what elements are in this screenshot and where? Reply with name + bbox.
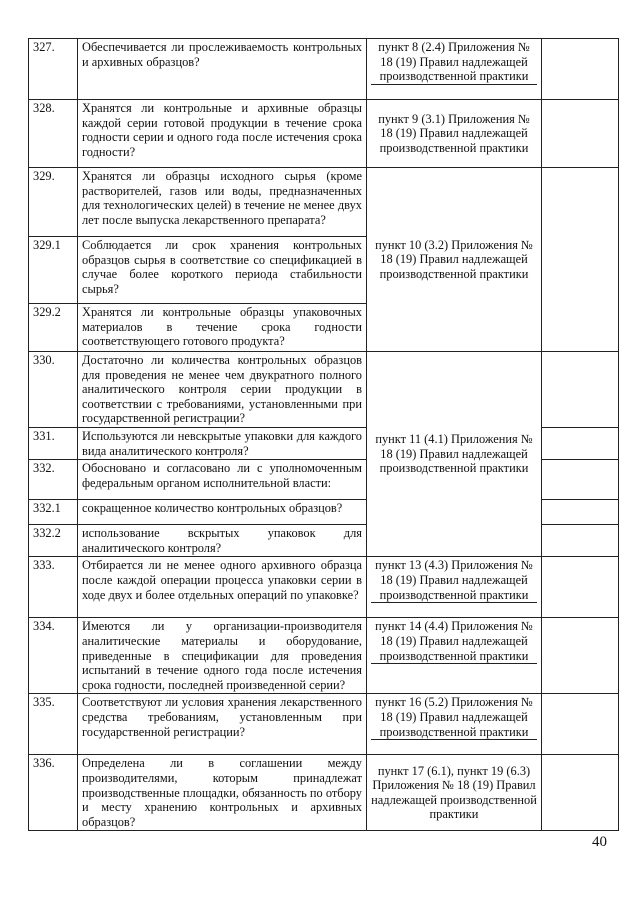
reference-text: пункт 16 (5.2) Приложения № 18 (19) Правил надлежащей производственной практики	[371, 695, 537, 740]
reference-text: пункт 13 (4.3) Приложения № 18 (19) Правил надлежащей производственной практики	[371, 558, 537, 603]
reference-cell	[367, 100, 542, 168]
item-number: 332.2	[29, 525, 78, 557]
answer-cell[interactable]	[542, 460, 619, 500]
reference-cell	[367, 755, 542, 831]
item-number: 329.1	[29, 237, 78, 304]
table-row	[29, 168, 619, 237]
reference-cell	[367, 557, 542, 618]
reference-cell	[367, 694, 542, 755]
question-text: сокращенное количество контрольных образцов?	[78, 500, 367, 525]
question-text: Соблюдается ли срок хранения контрольных образцов сырья в соответствие со спецификацией в случае более короткого периода стабильности сырья?	[78, 237, 367, 304]
answer-cell[interactable]	[542, 352, 619, 428]
item-number: 333.	[29, 557, 78, 618]
question-text: Обеспечивается ли прослеживаемость контрольных и архивных образцов?	[78, 39, 367, 100]
answer-cell[interactable]	[542, 100, 619, 168]
reference-text: пункт 9 (3.1) Приложения № 18 (19) Правил надлежащей производственной практики	[378, 111, 530, 155]
checklist-table	[28, 38, 619, 831]
table-row	[29, 618, 619, 694]
item-number: 332.	[29, 460, 78, 500]
table-row	[29, 557, 619, 618]
question-text: Хранятся ли контрольные и архивные образцы каждой серии готовой продукции в течение срока годности серии и одного года после истечения срока годности?	[78, 100, 367, 168]
reference-text: пункт 11 (4.1) Приложения № 18 (19) Правил надлежащей производственной практики	[375, 432, 533, 476]
question-text: Соответствуют ли условия хранения лекарственного средства требованиям, установленным при государственной регистрации?	[78, 694, 367, 755]
question-text: Обосновано и согласовано ли с уполномоченным федеральным органом исполнительной власти:	[78, 460, 367, 500]
item-number: 329.2	[29, 304, 78, 352]
question-text: Отбирается ли не менее одного архивного образца после каждой операции процесса упаковки серии в ходе двух и более отдельных операций по упаковке?	[78, 557, 367, 618]
reference-cell	[367, 618, 542, 694]
answer-cell[interactable]	[542, 557, 619, 618]
answer-cell[interactable]	[542, 694, 619, 755]
table-row	[29, 352, 619, 428]
answer-cell[interactable]	[542, 755, 619, 831]
answer-cell[interactable]	[542, 39, 619, 100]
answer-cell[interactable]	[542, 500, 619, 525]
item-number: 334.	[29, 618, 78, 694]
question-text: Имеются ли у организации-производителя аналитические материалы и оборудование, приведенные в спецификации для проведения испытаний в течение одного года после истечения срока годности, последней произведенной серии?	[78, 618, 367, 694]
item-number: 328.	[29, 100, 78, 168]
reference-cell	[367, 352, 542, 557]
item-number: 329.	[29, 168, 78, 237]
table-row	[29, 39, 619, 100]
table-row	[29, 100, 619, 168]
item-number: 330.	[29, 352, 78, 428]
answer-cell[interactable]	[542, 168, 619, 352]
question-text: Достаточно ли количества контрольных образцов для проведения не менее чем двукратного полного аналитического контроля серии продукции в соответствии с требованиями, установленными при государственной регистрации?	[78, 352, 367, 428]
reference-text: пункт 14 (4.4) Приложения № 18 (19) Правил надлежащей производственной практики	[371, 619, 537, 664]
question-text: Определена ли в соглашении между производителями, которым принадлежат производственные площадки, обязанность по отбору и месту хранению контрольных и архивных образцов?	[78, 755, 367, 831]
reference-text: пункт 17 (6.1), пункт 19 (6.3) Приложения № 18 (19) Правил надлежащей производственной практики	[371, 763, 537, 822]
page-number: 40	[592, 834, 607, 850]
answer-cell[interactable]	[542, 525, 619, 557]
item-number: 331.	[29, 428, 78, 460]
item-number: 327.	[29, 39, 78, 100]
question-text: Хранятся ли образцы исходного сырья (кроме растворителей, газов или воды, предназначенных для технологических целей) в течение не менее двух лет после выпуска лекарственного препарата?	[78, 168, 367, 237]
item-number: 332.1	[29, 500, 78, 525]
question-text: Используются ли невскрытые упаковки для каждого вида аналитического контроля?	[78, 428, 367, 460]
question-text: использование вскрытых упаковок для аналитического контроля?	[78, 525, 367, 557]
item-number: 336.	[29, 755, 78, 831]
answer-cell[interactable]	[542, 428, 619, 460]
reference-text: пункт 10 (3.2) Приложения № 18 (19) Правил надлежащей производственной практики	[375, 237, 533, 281]
reference-cell	[367, 168, 542, 352]
answer-cell[interactable]	[542, 618, 619, 694]
table-row	[29, 694, 619, 755]
question-text: Хранятся ли контрольные образцы упаковочных материалов в течение срока годности соответствующего готового продукта?	[78, 304, 367, 352]
table-row	[29, 755, 619, 831]
reference-text: пункт 8 (2.4) Приложения № 18 (19) Правил надлежащей производственной практики	[371, 40, 537, 85]
reference-cell	[367, 39, 542, 100]
item-number: 335.	[29, 694, 78, 755]
